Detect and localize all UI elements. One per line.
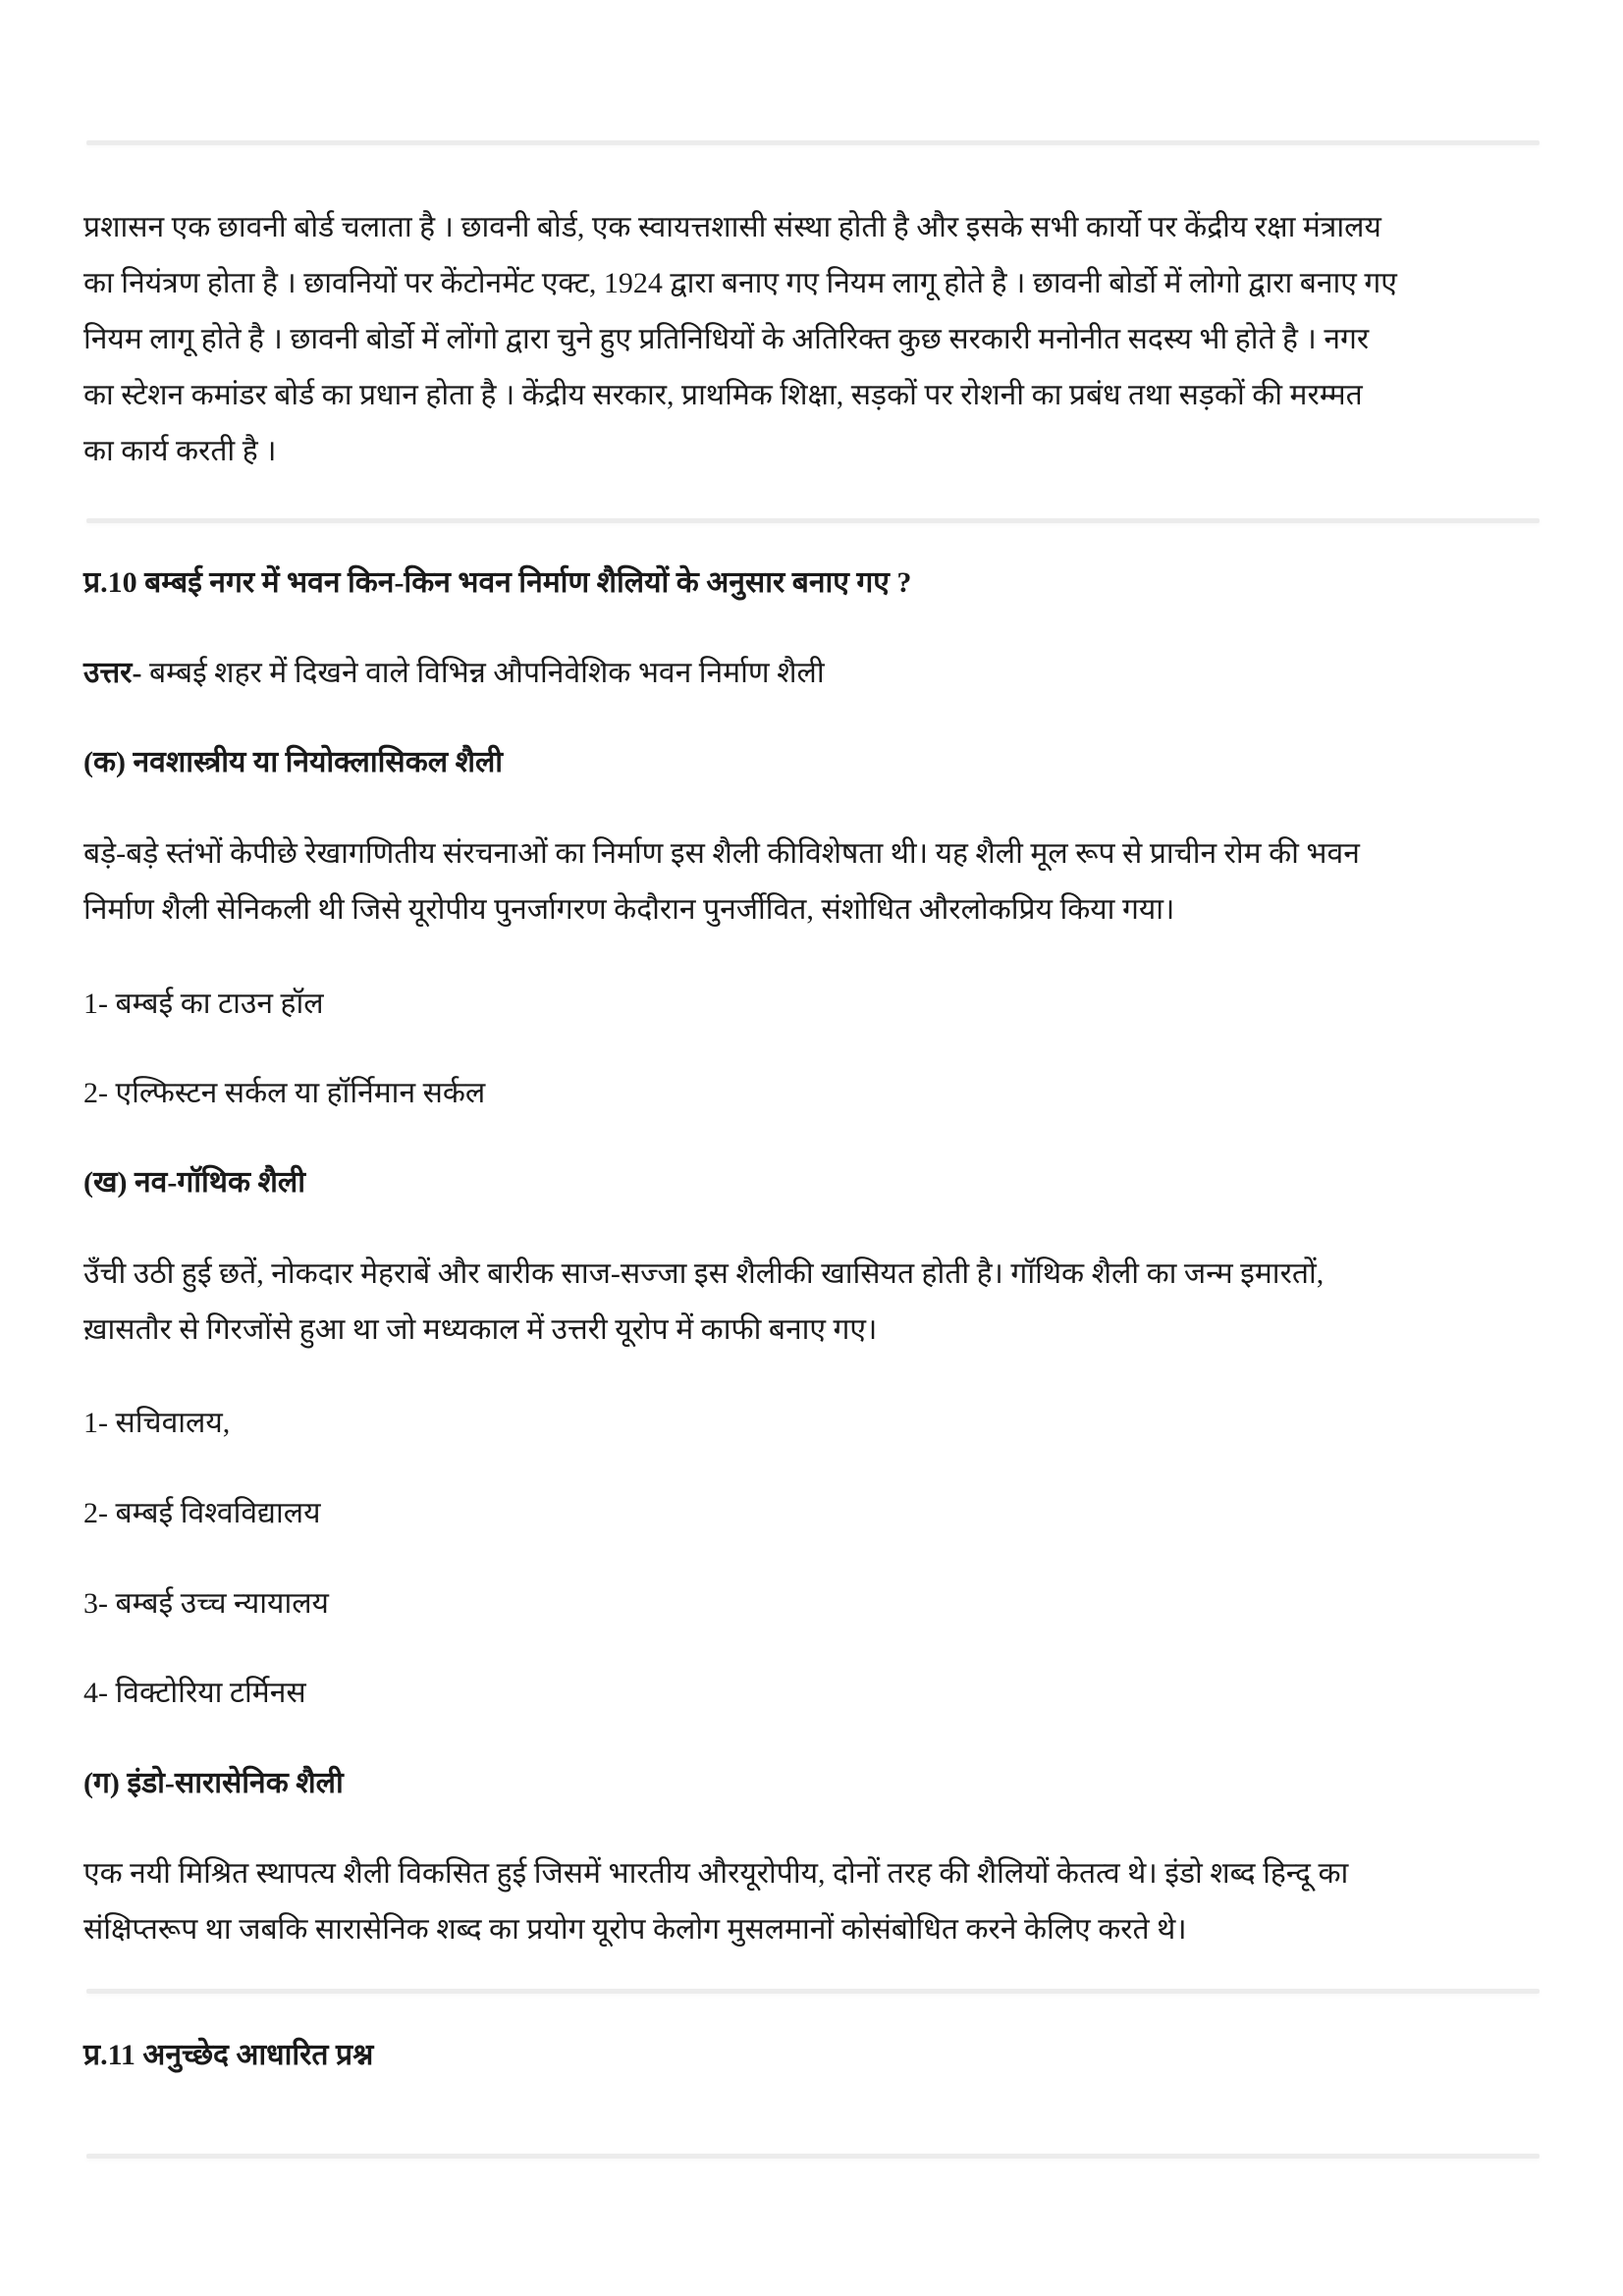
section-divider [86,140,1540,145]
question-heading: प्र.10 बम्बई नगर में भवन किन-किन भवन निर्माण शैलियों के अनुसार बनाए गए ? [83,566,912,599]
text-line: संक्षिप्तरूप था जबकि सारासेनिक शब्द का प्रयोग यूरोप केलोग मुसलमानों कोसंबोधित करने केलिए करते थे। [83,1913,1187,1946]
example-item: 2- एल्फिस्टन सर्कल या हॉर्निमान सर्कल [83,1077,486,1109]
section-divider [86,518,1540,523]
answer-10-intro [83,654,1546,693]
example-item: 1- बम्बई का टाउन हॉल [83,988,324,1020]
text-line: ख़ासतौर से गिरजोंसे हुआ था जो मध्यकाल में उत्तरी यूरोप में काफी बनाए गए। [83,1313,878,1346]
example-item: 4- विक्टोरिया टर्मिनस [83,1677,306,1709]
section-divider [86,1989,1540,1994]
text-line: नियम लागू होते है । छावनी बोर्डो में लोंगो द्वारा चुने हुए प्रतिनिधियों के अतिरिक्त कुछ सरकारी मनोनीत सदस्य भी होते है । नगर [83,323,1370,355]
text-line: उँची उठी हुई छतें, नोकदार मेहराबें और बारीक साज-सज्जा इस शैलीकी खासियत होती है। गॉथिक शैली का जन्म इमारतों, [83,1257,1325,1290]
style-heading-neoclassical: (क) नवशास्त्रीय या नियोक्लासिकल शैली [83,746,504,778]
text-line: का नियंत्रण होता है । छावनियों पर केंटोनमेंट एक्ट, 1924 द्वारा बनाए गए नियम लागू होते है । छावनी बोर्डो में लोगो द्वारा बनाए गए [83,267,1397,299]
text-line: का स्टेशन कमांडर बोर्ड का प्रधान होता है । केंद्रीय सरकार, प्राथमिक शिक्षा, सड़कों पर रोशनी का प्रबंध तथा सड़कों की मरम्मत [83,379,1363,411]
answer-label: उत्तर- [83,657,142,689]
example-item: 3- बम्बई उच्च न्यायालय [83,1587,329,1620]
example-item: 2- बम्बई विश्वविद्यालय [83,1497,321,1529]
question-10 [83,563,1546,603]
style-heading-indo-saracenic: (ग) इंडो-सारासेनिक शैली [83,1767,344,1799]
question-11 [83,2036,1546,2075]
question-heading: प्र.11 अनुच्छेद आधारित प्रश्न [83,2039,374,2071]
style-heading-neo-gothic: (ख) नव-गॉथिक शैली [83,1166,305,1199]
text-line: निर्माण शैली सेनिकली थी जिसे यूरोपीय पुनर्जागरण केदौरान पुनर्जीवित, संशोधित औरलोकप्रिय किया गया। [83,893,1175,926]
text-line: एक नयी मिश्रित स्थापत्य शैली विकसित हुई जिसमें भारतीय औरयूरोपीय, दोनों तरह की शैलियों केतत्व थे। इंडो शब्द हिन्दू का [83,1857,1349,1890]
text-line: बड़े-बड़े स्तंभों केपीछे रेखागणितीय संरचनाओं का निर्माण इस शैली कीविशेषता थी। यह शैली मूल रूप से प्राचीन रोम की भवन [83,837,1360,870]
section-divider [86,2154,1540,2159]
example-item: 1- सचिवालय, [83,1407,231,1439]
answer-text: बम्बई शहर में दिखने वाले विभिन्न औपनिवेशिक भवन निर्माण शैली [141,657,825,689]
text-line: का कार्य करती है । [83,435,277,467]
text-line: प्रशासन एक छावनी बोर्ड चलाता है । छावनी बोर्ड, एक स्वायत्तशासी संस्था होती है और इसके सभी कार्यो पर केंद्रीय रक्षा मंत्रालय [83,211,1381,243]
